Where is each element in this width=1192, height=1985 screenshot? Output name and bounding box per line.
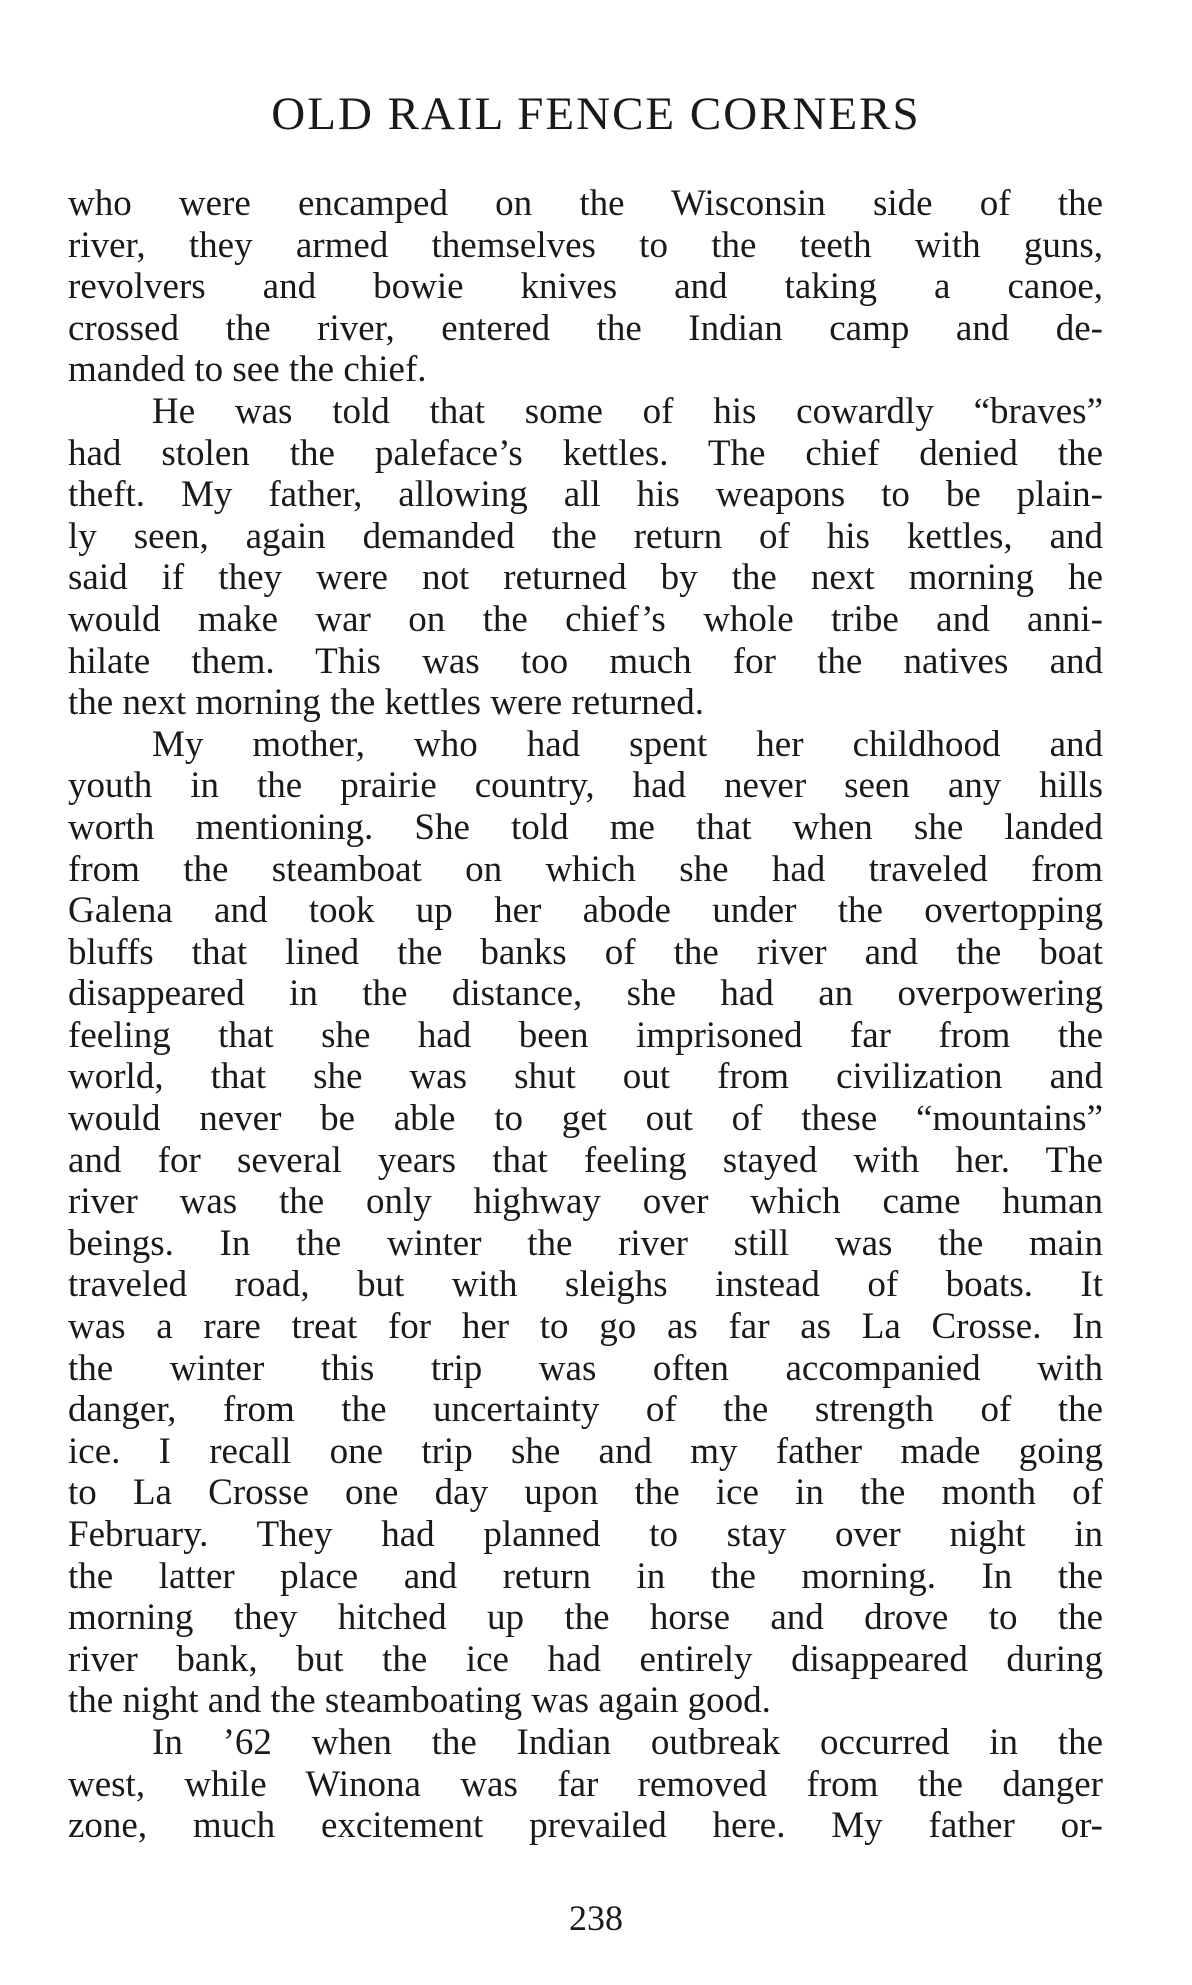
text-line: the night and the steamboating was again good.	[68, 1680, 771, 1722]
text-line: morning they hitched up the horse and drove to the	[68, 1597, 1103, 1639]
page-number: 238	[569, 1898, 623, 1938]
text-line: February. They had planned to stay over night in	[68, 1514, 1103, 1555]
text-line: ly seen, again demanded the return of his kettles, and	[68, 515, 1103, 557]
text-line: said if they were not returned by the next morning he	[68, 557, 1103, 599]
text-line: ice. I recall one trip she and my father made going	[68, 1430, 1103, 1472]
text-line: would never be able to get out of these “mountains”	[68, 1098, 1103, 1140]
text-line: beings. In the winter the river still was the main	[68, 1222, 1103, 1264]
text-line: revolvers and bowie knives and taking a canoe,	[68, 266, 1103, 308]
text-line: worth mentioning. She told me that when she landed	[68, 806, 1103, 848]
text-line: world, that she was shut out from civilization and	[68, 1056, 1103, 1098]
text-line: zone, much excitement prevailed here. My father or-	[68, 1805, 1103, 1847]
body-text	[68, 183, 1103, 1847]
text-line: the latter place and return in the morning. In the	[68, 1555, 1103, 1597]
text-line: west, while Winona was far removed from the danger	[68, 1763, 1103, 1805]
text-line: He was told that some of his cowardly “braves”	[152, 390, 1103, 432]
text-line: feeling that she had been imprisoned far from the	[68, 1014, 1103, 1056]
text-line: to La Crosse one day upon the ice in the month of	[68, 1472, 1103, 1514]
text-line: who were encamped on the Wisconsin side of the	[68, 183, 1103, 224]
text-line: Galena and took up her abode under the overtopping	[68, 890, 1103, 932]
text-line: disappeared in the distance, she had an overpowering	[68, 973, 1103, 1015]
text-line: In ’62 when the Indian outbreak occurred in the	[152, 1721, 1103, 1763]
text-line: river bank, but the ice had entirely disappeared during	[68, 1638, 1103, 1680]
text-line: would make war on the chief’s whole tribe and anni-	[68, 598, 1103, 640]
text-line: river, they armed themselves to the teeth with guns,	[68, 224, 1103, 266]
text-line: hilate them. This was too much for the natives and	[68, 640, 1103, 682]
text-line: manded to see the chief.	[68, 349, 427, 391]
text-line: crossed the river, entered the Indian camp and de-	[68, 307, 1103, 349]
text-line: theft. My father, allowing all his weapons to be plain-	[68, 474, 1103, 516]
running-head: OLD RAIL FENCE CORNERS	[271, 88, 921, 140]
text-line: had stolen the paleface’s kettles. The chief denied the	[68, 432, 1103, 474]
text-line: the winter this trip was often accompanied with	[68, 1347, 1103, 1389]
text-line: bluffs that lined the banks of the river and the boat	[68, 931, 1103, 973]
text-line: was a rare treat for her to go as far as La Crosse. In	[68, 1306, 1103, 1348]
text-line: the next morning the kettles were returned.	[68, 682, 704, 724]
text-line: from the steamboat on which she had traveled from	[68, 848, 1103, 890]
text-line: My mother, who had spent her childhood and	[152, 723, 1103, 765]
text-line: river was the only highway over which came human	[68, 1181, 1103, 1223]
text-line: youth in the prairie country, had never seen any hills	[68, 765, 1103, 807]
text-line: traveled road, but with sleighs instead of boats. It	[68, 1264, 1103, 1306]
text-line: and for several years that feeling stayed with her. The	[68, 1139, 1103, 1181]
text-line: danger, from the uncertainty of the strength of the	[68, 1389, 1103, 1431]
